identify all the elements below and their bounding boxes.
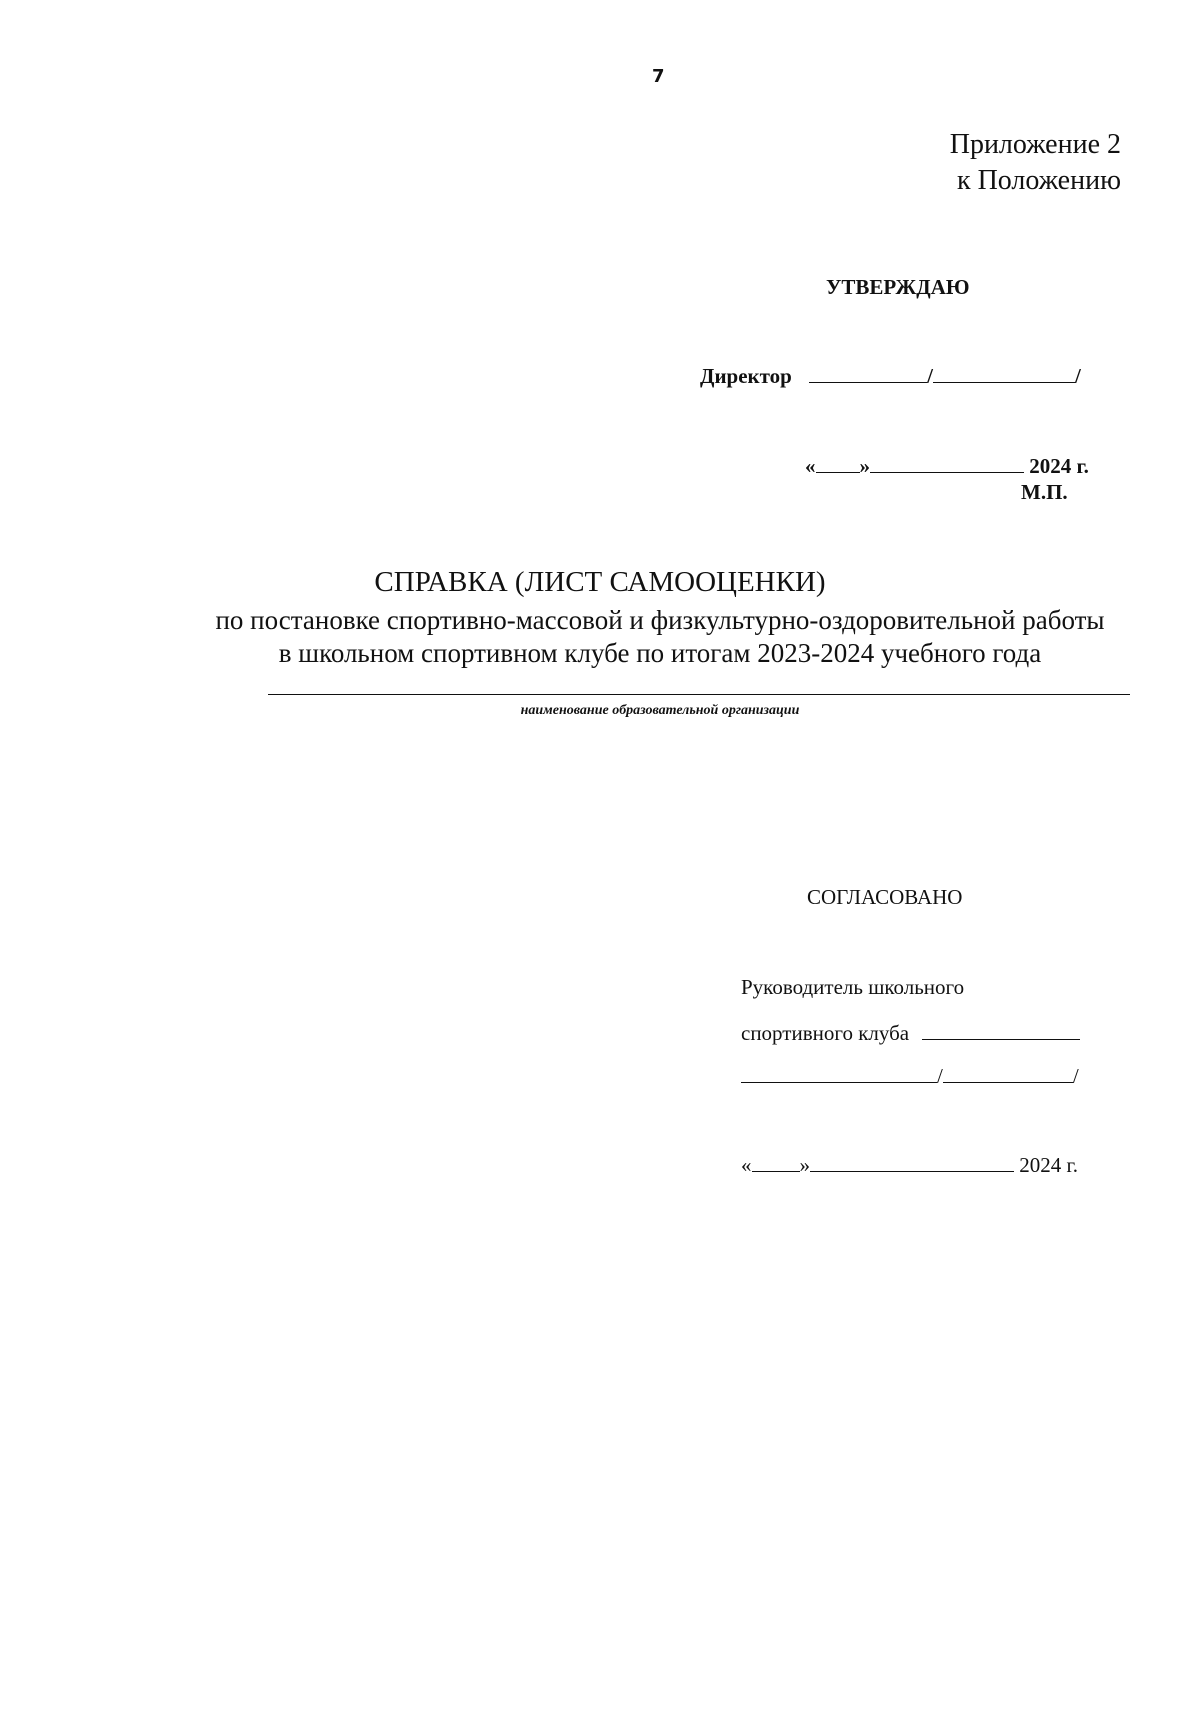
signature-slash-end: /	[1074, 364, 1081, 388]
director-label: Директор	[700, 364, 792, 388]
agreed-year: 2024 г.	[1019, 1153, 1078, 1177]
signature-slash: /	[927, 364, 933, 388]
director-signature-line	[700, 362, 1081, 389]
agreed-month-blank[interactable]	[810, 1151, 1014, 1172]
club-head-title-line-1: Руководитель школьного	[741, 975, 965, 999]
page-number: 7	[652, 66, 665, 87]
appendix-line-1: Приложение 2	[949, 129, 1121, 160]
approve-day-blank[interactable]	[816, 452, 860, 473]
day-quote-close: »	[859, 454, 870, 478]
approve-year: 2024 г.	[1029, 454, 1089, 478]
document-subtitle-line-2: в школьном спортивном клубе по итогам 2023-2024 учебного года	[278, 638, 1042, 668]
approve-heading: УТВЕРЖДАЮ	[826, 275, 970, 299]
club-head-label: спортивного клуба	[741, 1021, 910, 1045]
document-subtitle-line-1: по постановке спортивно-массовой и физкультурно-оздоровительной работы	[215, 605, 1105, 635]
club-head-signature-field[interactable]	[741, 1062, 937, 1083]
agreed-quote-open: «	[741, 1153, 752, 1177]
club-signature-slash: /	[937, 1064, 943, 1088]
agreed-day-blank[interactable]	[752, 1151, 800, 1172]
agreed-heading: СОГЛАСОВАНО	[807, 885, 963, 909]
director-signature-blank[interactable]	[809, 362, 927, 383]
appendix-line-2: к Положению	[956, 165, 1121, 196]
club-head-title-line-2	[741, 1019, 1080, 1046]
stamp-place: М.П.	[1021, 480, 1068, 504]
document-title: СПРАВКА (ЛИСТ САМООЦЕНКИ)	[374, 566, 826, 598]
director-name-blank[interactable]	[933, 362, 1075, 383]
agreed-date-line	[741, 1151, 1078, 1178]
club-head-signature-blank[interactable]	[922, 1019, 1080, 1040]
day-quote-open: «	[805, 454, 816, 478]
appendix-reference	[950, 127, 1121, 199]
agreed-quote-close: »	[799, 1153, 810, 1177]
approve-month-blank[interactable]	[870, 452, 1024, 473]
approve-date-line	[805, 452, 1089, 479]
organization-name-caption: наименование образовательной организации	[520, 703, 800, 718]
organization-name-field[interactable]	[268, 694, 1130, 695]
club-signature-slash-end: /	[1072, 1064, 1079, 1088]
club-head-signature-line	[741, 1062, 1079, 1089]
club-head-name-field[interactable]	[943, 1062, 1073, 1083]
